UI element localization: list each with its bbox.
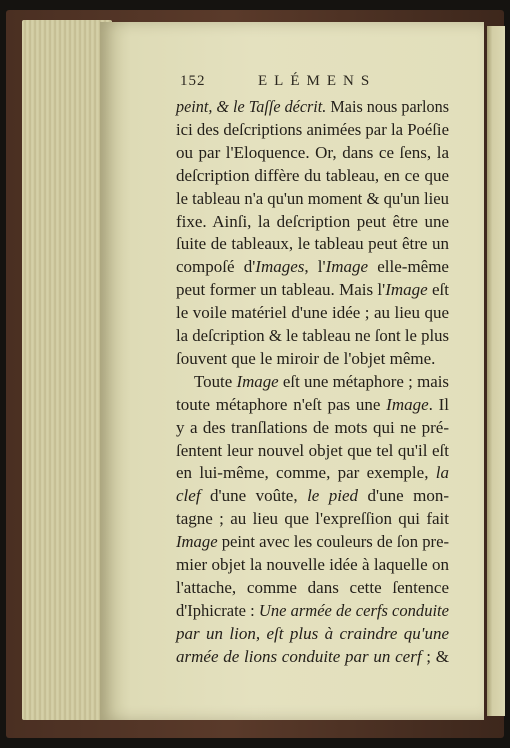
text-run: d'une voûte, (200, 486, 308, 506)
text-line (176, 646, 449, 668)
text-run: le tableau n'a qu'un moment & qu'un lieu (176, 188, 449, 208)
text-line (176, 302, 449, 324)
text-run: fixe. Ainſi, la deſcription peut être une (176, 211, 449, 231)
text-run: d'une mon- (358, 486, 449, 506)
text-run: d'Iphicrate : (176, 600, 259, 620)
italic-text: Image (325, 257, 369, 277)
text-run: Toute (194, 371, 237, 391)
text-line (176, 188, 449, 210)
italic-text: peint, & le Taſſe décrit. (176, 97, 327, 116)
text-line (176, 600, 449, 622)
italic-text: la (435, 463, 449, 483)
text-line (176, 554, 449, 576)
running-head: ELÉMENS (258, 73, 377, 89)
text-line (176, 211, 449, 233)
text-run: elle-même (368, 257, 449, 277)
text-line (176, 279, 449, 301)
text-line (176, 256, 449, 278)
text-line (176, 623, 449, 645)
text-run: eſt une métaphore ; mais (278, 371, 449, 391)
text-line (176, 508, 449, 530)
text-line (176, 417, 449, 439)
text-line (194, 371, 449, 393)
text-run: deſcription diffère du tableau, en ce que (176, 165, 449, 185)
text-run: ſouvent que le miroir de l'objet même. (176, 348, 436, 368)
facing-page-edge (487, 26, 505, 716)
text-line (176, 348, 435, 370)
text-line (176, 165, 449, 187)
text-run: ici des deſcriptions animées par la Poéſie (176, 119, 449, 139)
text-line (176, 142, 449, 164)
text-run: ſentent leur nouvel objet que tel qu'il eſt (176, 440, 449, 460)
page-number: 152 (180, 73, 206, 89)
text-run: ou par l'Eloquence. Or, dans ce ſens, la (176, 142, 449, 162)
text-line (176, 394, 449, 416)
italic-text: Image (236, 371, 279, 391)
text-line (176, 119, 449, 141)
text-run: peut former un tableau. Mais l' (176, 280, 386, 300)
text-run: en lui-même, comme, par exemple, (176, 463, 436, 483)
text-line (176, 531, 449, 553)
text-run: , l' (304, 257, 326, 277)
text-line (176, 485, 449, 507)
text-run: eſt (427, 280, 449, 300)
text-run: la deſcription & le tableau ne ſont le plus (176, 326, 449, 345)
italic-text: Image (385, 280, 428, 300)
italic-text: par un lion, eſt plus à craindre qu'une (176, 623, 449, 643)
text-line (176, 577, 449, 599)
italic-text: armée de lions conduite par un cerf (176, 646, 422, 666)
page-edges (22, 20, 112, 720)
italic-text: Image (176, 532, 218, 552)
text-run: mier objet la nouvelle idée à laquelle on (176, 555, 449, 574)
italic-text: Une armée de cerfs conduite (258, 600, 449, 620)
text-line (176, 233, 449, 255)
text-run: tagne ; au lieu que l'expreſſion qui fait (176, 509, 449, 529)
text-run: y a des tranſlations de mots qui ne pré- (176, 417, 449, 437)
text-run: ſuite de tableaux, le tableau peut être un (176, 234, 449, 254)
text-run: ; & (421, 646, 449, 666)
text-run: le voile matériel d'une idée ; au lieu que (176, 303, 449, 323)
text-line (176, 96, 449, 118)
text-run: compoſé d' (176, 257, 256, 277)
italic-text: clef (176, 486, 201, 506)
italic-text: le pied (307, 486, 359, 506)
text-run: peint avec les couleurs de ſon pre- (217, 532, 449, 552)
text-line (176, 440, 449, 462)
text-line (176, 462, 449, 484)
italic-text: Image (386, 394, 429, 414)
text-run: . Il (428, 394, 450, 414)
text-run: l'attache, comme dans cette ſentence (176, 577, 449, 597)
italic-text: Images (255, 257, 305, 277)
text-run: toute métaphore n'eſt pas une (176, 394, 387, 414)
text-line (176, 325, 449, 347)
text-run: Mais nous parlons (326, 97, 449, 116)
